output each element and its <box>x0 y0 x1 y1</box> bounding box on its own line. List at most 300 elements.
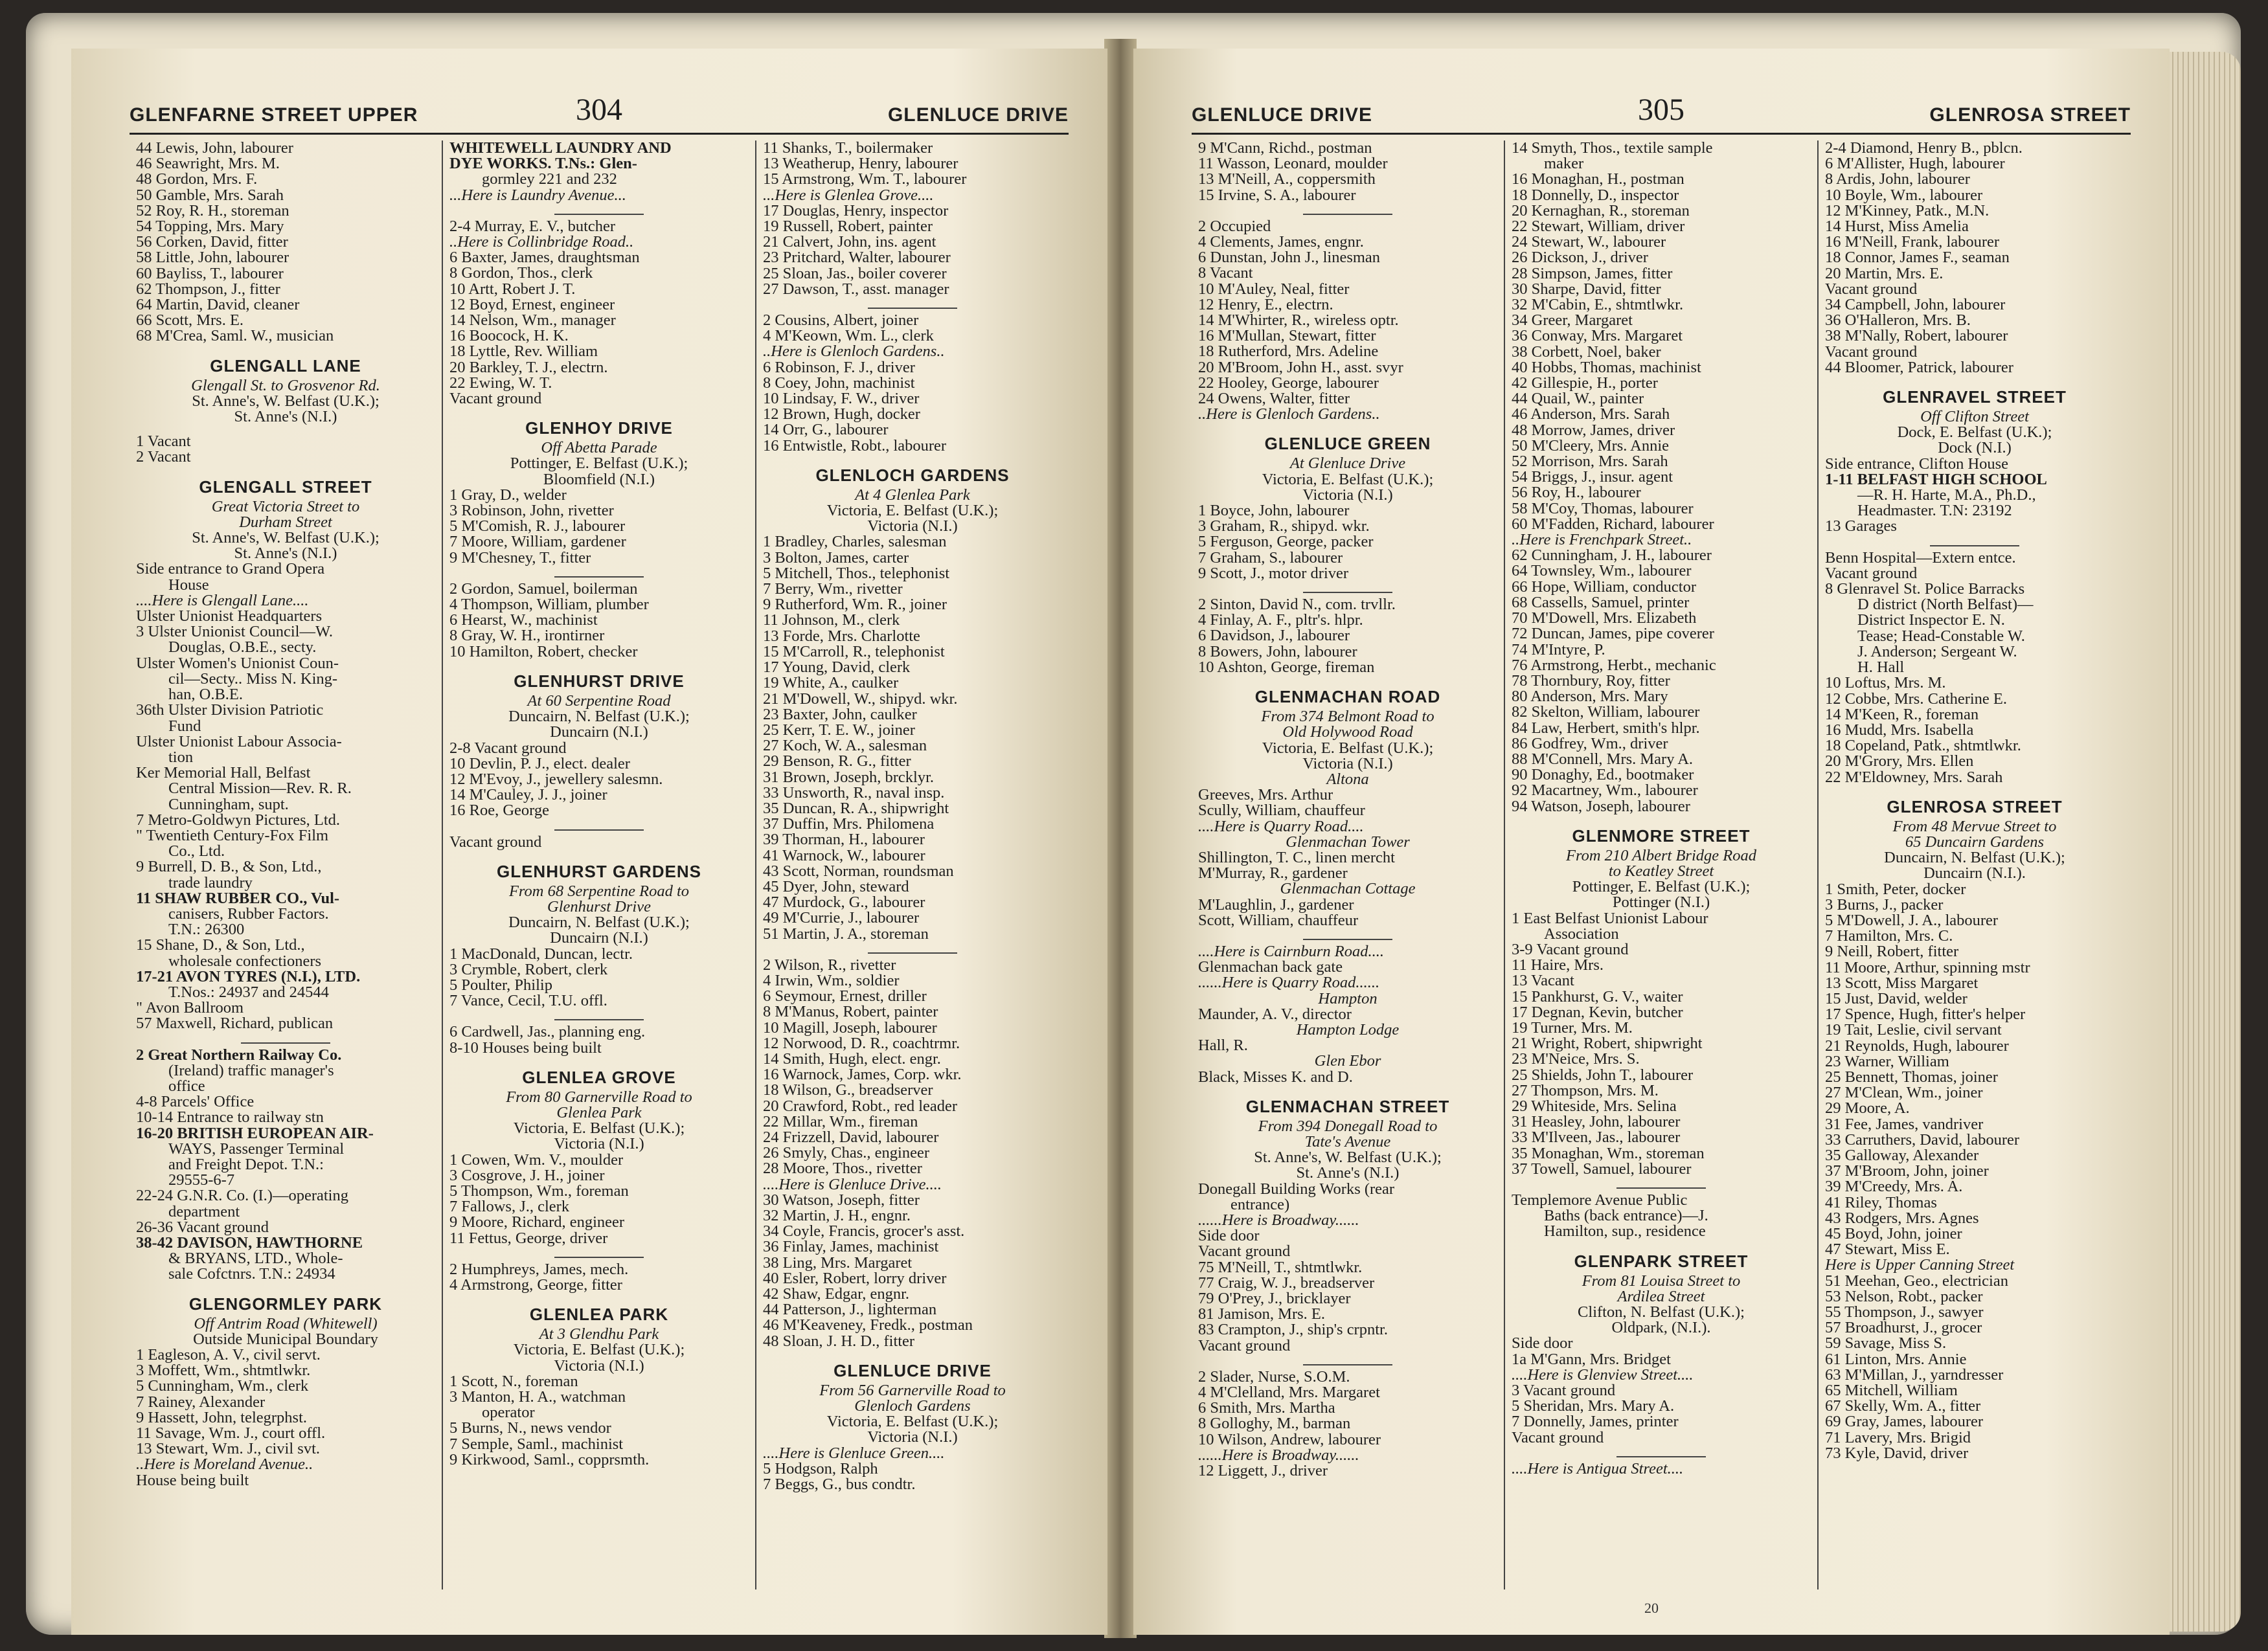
section-divider <box>1303 207 1393 215</box>
directory-entry: Central Mission—Rev. R. R. <box>168 780 352 798</box>
directory-entry: 25 Sloan, Jas., boiler coverer <box>763 264 947 282</box>
directory-entry: 8 Bowers, John, labourer <box>1198 642 1357 660</box>
directory-entry: 6 M'Allister, Hugh, labourer <box>1825 155 2005 173</box>
directory-entry: 2 Cousins, Albert, joiner <box>763 311 919 330</box>
directory-entry: 29555-6-7 <box>168 1171 235 1189</box>
directory-entry: 7 Hamilton, Mrs. C. <box>1825 927 1953 945</box>
directory-entry: 11 Shanks, T., boilermaker <box>763 140 933 157</box>
street-description: Off Antrim Road (Whitewell) <box>194 1314 378 1332</box>
directory-entry: M'Murray, R., gardener <box>1198 864 1348 882</box>
street-description: Glenloch Gardens <box>854 1397 971 1415</box>
directory-entry: 18 Rutherford, Mrs. Adeline <box>1198 343 1379 361</box>
street-description: Pottinger, E. Belfast (U.K.); <box>510 455 688 473</box>
right-page-number: 305 <box>1638 93 1684 127</box>
directory-entry: Scully, William, chauffeur <box>1198 802 1365 820</box>
street-description: Tate's Avenue <box>1304 1132 1391 1151</box>
directory-entry: 39 Thorman, H., labourer <box>763 831 925 849</box>
directory-entry: 3 Burns, J., packer <box>1825 895 1944 914</box>
street-description: From 81 Louisa Street to <box>1582 1272 1741 1290</box>
street-description: Glenmachan Cottage <box>1280 880 1416 898</box>
directory-entry: 73 Kyle, David, driver <box>1825 1444 1969 1462</box>
directory-entry: 34 Campbell, John, labourer <box>1825 296 2006 314</box>
street-description: From 210 Albert Bridge Road <box>1566 846 1756 864</box>
directory-entry: 61 Linton, Mrs. Annie <box>1825 1350 1967 1368</box>
street-description: Old Holywood Road <box>1282 723 1413 741</box>
directory-entry: 23 Pritchard, Walter, labourer <box>763 249 951 267</box>
directory-entry: 1 Eagleson, A. V., civil servt. <box>136 1346 321 1364</box>
street-description: From 80 Garnerville Road to <box>506 1088 692 1106</box>
directory-entry: 6 Smith, Mrs. Martha <box>1198 1399 1335 1417</box>
directory-entry: 3 Moffett, Wm., shtmtlwkr. <box>136 1362 311 1380</box>
cross-street-note: ...Here is Laundry Avenue... <box>449 186 626 204</box>
directory-entry: 30 Sharpe, David, fitter <box>1512 280 1661 298</box>
section-divider <box>1303 1358 1393 1365</box>
directory-entry: 10 M'Auley, Neal, fitter <box>1198 280 1350 298</box>
directory-entry: 60 Bayliss, T., labourer <box>136 264 284 282</box>
directory-entry: 14 Nelson, Wm., manager <box>449 311 616 330</box>
directory-entry: 23 Baxter, John, caulker <box>763 705 917 723</box>
directory-entry: 53 Nelson, Robt., packer <box>1825 1287 1983 1305</box>
right-page-header <box>1192 74 2131 135</box>
directory-entry: 7 Berry, Wm., rivetter <box>763 580 903 598</box>
directory-entry: 1 MacDonald, Duncan, lectr. <box>449 945 633 963</box>
directory-entry: 15 Just, David, welder <box>1825 989 1967 1007</box>
directory-entry: 4 Finlay, A. F., pltr's. hlpr. <box>1198 611 1363 629</box>
directory-entry: Vacant ground <box>449 390 542 408</box>
directory-entry: 1 Bradley, Charles, salesman <box>763 533 947 551</box>
directory-entry: 35 Galloway, Alexander <box>1825 1146 1979 1164</box>
directory-entry: Hall, R. <box>1198 1037 1248 1055</box>
street-description: From 394 Donegall Road to <box>1258 1117 1438 1135</box>
column <box>130 140 442 1589</box>
directory-entry: Douglas, O.B.E., secty. <box>168 638 317 657</box>
cross-street-note: ..Here is Glenloch Gardens.. <box>763 343 945 361</box>
directory-entry: 48 Morrow, James, driver <box>1512 421 1675 439</box>
directory-entry: J. Anderson; Sergeant W. <box>1857 642 2017 660</box>
street-heading: GLENGORMLEY PARK <box>188 1294 383 1314</box>
directory-entry: 33 M'Ilveen, Jas., labourer <box>1512 1129 1681 1147</box>
directory-entry: 1 Vacant <box>136 432 191 451</box>
directory-entry: 34 Greer, Margaret <box>1512 311 1633 330</box>
directory-entry: 1 Smith, Peter, docker <box>1825 880 1966 898</box>
cross-street-note: ...Here is Glenlea Grove.... <box>763 186 934 204</box>
directory-entry: WAYS, Passenger Terminal <box>168 1140 345 1158</box>
directory-entry: 41 Riley, Thomas <box>1825 1193 1937 1211</box>
directory-entry: trade laundry <box>168 873 253 892</box>
street-description: Victoria, E. Belfast (U.K.); <box>513 1119 685 1138</box>
section-divider <box>868 301 958 309</box>
street-description: At Glenluce Drive <box>1289 455 1406 473</box>
section-divider <box>554 570 644 578</box>
directory-entry: 49 M'Currie, J., labourer <box>763 909 920 927</box>
directory-entry: 14 Smyth, Thos., textile sample <box>1512 140 1713 157</box>
directory-entry: 11 Haire, Mrs. <box>1512 956 1604 974</box>
directory-entry: 33 Carruthers, David, labourer <box>1825 1130 2020 1149</box>
column <box>1504 140 1817 1589</box>
directory-entry: 8 Coey, John, machinist <box>763 374 915 392</box>
directory-entry: 9 Scott, J., motor driver <box>1198 564 1349 582</box>
directory-entry: 21 M'Dowell, W., shipyd. wkr. <box>763 690 958 708</box>
street-heading: GLENGALL STREET <box>199 477 372 497</box>
street-description: 65 Duncairn Gardens <box>1905 833 2045 851</box>
directory-entry: 5 Thompson, Wm., foreman <box>449 1182 629 1200</box>
section-divider <box>554 1013 644 1020</box>
column <box>1817 140 2131 1589</box>
street-description: At 60 Serpentine Road <box>527 691 671 710</box>
street-description: Dock (N.I.) <box>1938 439 2012 457</box>
street-description: St. Anne's (N.I.) <box>1296 1164 1400 1182</box>
directory-entry: 22-24 G.N.R. Co. (I.)—operating <box>136 1187 348 1205</box>
directory-entry: 56 Roy, H., labourer <box>1512 484 1641 502</box>
directory-entry: 9 Moore, Richard, engineer <box>449 1213 625 1231</box>
directory-entry: 16 Warnock, James, Corp. wkr. <box>763 1066 962 1084</box>
cross-street-note: ..Here is Moreland Avenue.. <box>136 1455 313 1474</box>
directory-entry: 2 Great Northern Railway Co. <box>136 1046 342 1064</box>
directory-entry: 5 Sheridan, Mrs. Mary A. <box>1512 1397 1675 1415</box>
directory-entry: 11 Fettus, George, driver <box>449 1229 608 1247</box>
directory-entry: 11 Wasson, Leonard, moulder <box>1198 155 1388 173</box>
street-description: Victoria (N.I.) <box>554 1135 644 1153</box>
directory-entry: T.Nos.: 24937 and 24544 <box>168 983 329 1001</box>
street-heading: GLENPARK STREET <box>1574 1251 1749 1271</box>
directory-entry: 1-11 BELFAST HIGH SCHOOL <box>1825 470 2047 488</box>
left-page-header <box>130 74 1069 135</box>
street-description: Hampton <box>1318 989 1378 1007</box>
directory-entry: " Avon Ballroom <box>136 999 244 1017</box>
directory-entry: 94 Watson, Joseph, labourer <box>1512 797 1690 815</box>
column <box>442 140 755 1589</box>
street-description: St. Anne's, W. Belfast (U.K.); <box>192 529 380 547</box>
street-description: Pottinger (N.I.) <box>1612 893 1710 912</box>
cross-street-note: ....Here is Glenluce Green.... <box>763 1444 945 1462</box>
cross-street-note: ....Here is Glenluce Drive.... <box>763 1175 942 1193</box>
directory-entry: 2-8 Vacant ground <box>449 739 567 757</box>
street-description: to Keatley Street <box>1608 862 1714 880</box>
directory-entry: 7 Rainey, Alexander <box>136 1393 266 1411</box>
directory-entry: Association <box>1544 925 1619 943</box>
directory-entry: 22 Ewing, W. T. <box>449 374 552 392</box>
directory-entry: & BRYANS, LTD., Whole- <box>168 1250 343 1268</box>
directory-entry: Tease; Head-Constable W. <box>1857 627 2025 645</box>
directory-entry: 36 O'Halleron, Mrs. B. <box>1825 311 1971 330</box>
directory-entry: 16 M'Mullan, Stewart, fitter <box>1198 327 1376 345</box>
street-description: Glenhurst Drive <box>547 897 651 915</box>
street-heading: GLENGALL LANE <box>210 355 361 376</box>
directory-entry: 9 Hassett, John, telegrphst. <box>136 1408 308 1426</box>
directory-entry: 22 Stewart, William, driver <box>1512 218 1685 236</box>
directory-entry: 2-4 Murray, E. V., butcher <box>449 217 616 235</box>
street-description: From 68 Serpentine Road to <box>508 882 690 900</box>
directory-entry: 81 Jamison, Mrs. E. <box>1198 1305 1325 1323</box>
column <box>755 140 1069 1589</box>
directory-entry: 68 M'Crea, Saml. W., musician <box>136 327 334 345</box>
directory-entry: WHITEWELL LAUNDRY AND <box>449 140 672 157</box>
directory-entry: 8 Glenravel St. Police Barracks <box>1825 580 2025 598</box>
directory-entry: cil—Secty.. Miss N. King- <box>168 669 338 688</box>
left-running-head-start: GLENFARNE STREET UPPER <box>130 104 418 126</box>
directory-entry: 16 M'Neill, Frank, labourer <box>1825 233 2000 251</box>
directory-entry: 3 Robinson, John, rivetter <box>449 502 614 520</box>
directory-entry: 13 M'Neill, A., coppersmith <box>1198 170 1376 188</box>
cross-street-note: Here is Upper Canning Street <box>1825 1256 2015 1274</box>
directory-entry: 76 Armstrong, Herbt., mechanic <box>1512 656 1716 674</box>
directory-entry: 45 Dyer, John, steward <box>763 877 909 895</box>
directory-entry: 21 Reynolds, Hugh, labourer <box>1825 1037 2009 1055</box>
street-heading: GLENMACHAN ROAD <box>1254 687 1441 707</box>
directory-entry: 15 M'Carroll, R., telephonist <box>763 642 945 660</box>
directory-entry: 1a M'Gann, Mrs. Bridget <box>1512 1350 1671 1368</box>
directory-entry: 48 Gordon, Mrs. F. <box>136 170 258 188</box>
directory-entry: 29 Benson, R. G., fitter <box>763 752 911 770</box>
cross-street-note: ..Here is Glenloch Gardens.. <box>1198 405 1380 423</box>
cross-street-note: ......Here is Broadway...... <box>1198 1446 1359 1464</box>
street-description: Outside Municipal Boundary <box>193 1330 378 1348</box>
directory-entry: gormley 221 and 232 <box>482 170 617 188</box>
street-heading: GLENHURST DRIVE <box>514 671 685 691</box>
directory-entry: 3 Cosgrove, J. H., joiner <box>449 1166 605 1184</box>
directory-entry: 8-10 Houses being built <box>449 1039 602 1057</box>
directory-entry: 16 Boocock, H. K. <box>449 327 569 345</box>
directory-entry: 25 Shields, John T., labourer <box>1512 1066 1694 1084</box>
book-gutter <box>1104 39 1137 1638</box>
directory-entry: —R. H. Harte, M.A., Ph.D., <box>1857 486 2036 504</box>
directory-entry: 16 Entwistle, Robt., labourer <box>763 436 947 455</box>
directory-entry: 18 Lyttle, Rev. William <box>449 343 598 361</box>
directory-entry: 2 Wilson, R., rivetter <box>763 956 896 974</box>
directory-entry: 8 Gray, W. H., irontirner <box>449 627 605 645</box>
directory-entry: 8 Gordon, Thos., clerk <box>449 264 593 282</box>
street-description: At 3 Glendhu Park <box>539 1325 659 1343</box>
directory-entry: 27 Koch, W. A., salesman <box>763 737 927 755</box>
directory-book <box>26 13 2241 1635</box>
section-divider <box>1616 1450 1707 1457</box>
directory-entry: 23 Warner, William <box>1825 1052 1949 1070</box>
street-description: Bloomfield (N.I.) <box>543 470 655 488</box>
directory-entry: 3 Graham, R., shipyd. wkr. <box>1198 517 1370 535</box>
street-description: Glengall St. to Grosvenor Rd. <box>191 376 380 394</box>
directory-entry: 65 Mitchell, William <box>1825 1382 1958 1400</box>
directory-entry: 68 Cassells, Samuel, printer <box>1512 593 1690 611</box>
directory-entry: 58 M'Coy, Thomas, labourer <box>1512 499 1694 517</box>
directory-entry: 57 Broadhurst, J., grocer <box>1825 1319 1982 1337</box>
directory-entry: 17 Douglas, Henry, inspector <box>763 201 949 219</box>
directory-entry: 43 Scott, Norman, roundsman <box>763 862 954 880</box>
directory-entry: District Inspector E. N. <box>1857 611 2005 629</box>
street-description: Victoria, E. Belfast (U.K.); <box>826 1413 999 1431</box>
directory-entry: 2-4 Diamond, Henry B., pblcn. <box>1825 140 2023 157</box>
directory-entry: 12 M'Kinney, Patk., M.N. <box>1825 201 1990 219</box>
cross-street-note: ..Here is Frenchpark Street.. <box>1512 531 1692 549</box>
directory-entry: 35 Monaghan, Wm., storeman <box>1512 1144 1705 1162</box>
street-description: Victoria, E. Belfast (U.K.); <box>1262 739 1434 757</box>
directory-entry: 15 Irvine, S. A., labourer <box>1198 186 1356 204</box>
directory-entry: 10 Lindsay, F. W., driver <box>763 390 920 408</box>
street-description: Off Clifton Street <box>1920 408 2029 426</box>
directory-entry: 12 Cobbe, Mrs. Catherine E. <box>1825 690 2008 708</box>
directory-entry: Vacant ground <box>1825 280 1918 298</box>
cross-street-note: ....Here is Cairnburn Road.... <box>1198 942 1384 960</box>
directory-entry: House being built <box>136 1471 249 1489</box>
directory-entry: 10 Magill, Joseph, labourer <box>763 1018 937 1037</box>
street-description: At 4 Glenlea Park <box>855 486 970 504</box>
street-description: Glenlea Park <box>556 1103 642 1121</box>
directory-entry: Shillington, T. C., linen mercht <box>1198 848 1395 866</box>
directory-entry: 34 Coyle, Francis, grocer's asst. <box>763 1222 965 1241</box>
directory-entry: 32 M'Cabin, E., shtmtlwkr. <box>1512 296 1684 314</box>
directory-entry: 78 Thornbury, Roy, fitter <box>1512 671 1670 690</box>
directory-entry: 37 M'Broom, John, joiner <box>1825 1162 1989 1180</box>
section-divider <box>1303 932 1393 940</box>
directory-entry: 7 Metro-Goldwyn Pictures, Ltd. <box>136 811 341 829</box>
directory-entry: Ulster Unionist Headquarters <box>136 607 323 625</box>
directory-entry: 31 Brown, Joseph, brcklyr. <box>763 768 935 786</box>
directory-entry: 22 Millar, Wm., fireman <box>763 1112 918 1130</box>
section-divider <box>1303 585 1393 593</box>
directory-entry: Vacant ground <box>1825 564 1918 582</box>
directory-entry: Templemore Avenue Public <box>1512 1191 1688 1209</box>
directory-entry: 41 Warnock, W., labourer <box>763 846 925 864</box>
directory-entry: 8 Ardis, John, labourer <box>1825 170 1970 188</box>
directory-entry: 18 Wilson, G., breadserver <box>763 1081 933 1099</box>
directory-entry: 42 Gillespie, H., porter <box>1512 374 1658 392</box>
directory-entry: 3 Crymble, Robert, clerk <box>449 960 608 978</box>
directory-entry: 16 Monaghan, H., postman <box>1512 170 1684 188</box>
directory-entry: 16 Mudd, Mrs. Isabella <box>1825 721 1974 739</box>
directory-entry: 12 Brown, Hugh, docker <box>763 405 920 423</box>
directory-entry: 10 Ashton, George, fireman <box>1198 658 1375 676</box>
directory-entry: 5 Ferguson, George, packer <box>1198 533 1374 551</box>
directory-entry: 1 Scott, N., foreman <box>449 1372 578 1390</box>
street-description: Great Victoria Street to <box>211 497 360 515</box>
directory-entry: 55 Thompson, J., sawyer <box>1825 1303 1984 1321</box>
directory-entry: 2 Humphreys, James, mech. <box>449 1260 629 1278</box>
street-description: Duncairn (N.I.) <box>550 723 648 741</box>
directory-entry: 50 M'Cleery, Mrs. Annie <box>1512 436 1670 455</box>
directory-entry: 5 M'Comish, R. J., labourer <box>449 517 626 535</box>
directory-entry: 16 Roe, George <box>449 802 549 820</box>
cross-street-note: ....Here is Glenview Street.... <box>1512 1365 1694 1384</box>
cross-street-note: ....Here is Quarry Road.... <box>1198 817 1364 835</box>
directory-entry: 12 M'Evoy, J., jewellery salesmn. <box>449 770 663 788</box>
directory-entry: 25 Bennett, Thomas, joiner <box>1825 1068 1998 1086</box>
directory-entry: 3 Bolton, James, carter <box>763 548 909 567</box>
directory-entry: 88 M'Connell, Mrs. Mary A. <box>1512 750 1694 768</box>
street-description: Oldpark, (N.I.). <box>1611 1319 1711 1337</box>
directory-entry: 7 Moore, William, gardener <box>449 533 626 551</box>
directory-entry: 51 Martin, J. A., storeman <box>763 925 929 943</box>
directory-entry: 9 Kirkwood, Saml., copprsmth. <box>449 1450 650 1468</box>
street-heading: GLENHOY DRIVE <box>525 418 673 438</box>
directory-entry: Side entrance to Grand Opera <box>136 560 325 578</box>
directory-entry: 29 Moore, A. <box>1825 1099 1910 1118</box>
street-description: Duncairn, N. Belfast (U.K.); <box>508 914 690 932</box>
street-description: Pottinger, E. Belfast (U.K.); <box>1572 878 1751 896</box>
left-page <box>71 49 1107 1635</box>
directory-entry: 22 M'Eldowney, Mrs. Sarah <box>1825 768 2003 786</box>
directory-entry: canisers, Rubber Factors. <box>168 904 329 923</box>
directory-entry: 86 Godfrey, Wm., driver <box>1512 734 1668 752</box>
directory-entry: 29 Whiteside, Mrs. Selina <box>1512 1097 1677 1115</box>
directory-entry: 7 Graham, S., labourer <box>1198 548 1343 567</box>
directory-entry: 62 Cunningham, J. H., labourer <box>1512 546 1712 565</box>
directory-entry: 11 SHAW RUBBER CO., Vul- <box>136 889 340 907</box>
street-heading: GLENLEA GROVE <box>522 1067 676 1087</box>
directory-entry: 28 Moore, Thos., rivetter <box>763 1160 922 1178</box>
directory-entry: 20 Kernaghan, R., storeman <box>1512 201 1690 219</box>
directory-entry: 4 Clements, James, engnr. <box>1198 233 1364 251</box>
directory-entry: 38 M'Nally, Robert, labourer <box>1825 327 2008 345</box>
section-divider <box>554 1250 644 1258</box>
directory-entry: 70 M'Dowell, Mrs. Elizabeth <box>1512 609 1697 627</box>
directory-entry: 9 Rutherford, Wm. R., joiner <box>763 596 947 614</box>
directory-entry: 71 Lavery, Mrs. Brigid <box>1825 1428 1971 1446</box>
street-description: Victoria (N.I.) <box>1302 486 1393 504</box>
directory-entry: 44 Lewis, John, labourer <box>136 140 293 157</box>
directory-entry: 12 Henry, E., electrn. <box>1198 295 1333 313</box>
directory-entry: sale Cofctnrs. T.N.: 24934 <box>168 1265 335 1283</box>
street-heading: GLENMORE STREET <box>1572 826 1751 846</box>
directory-entry: 47 Stewart, Miss E. <box>1825 1241 1950 1259</box>
directory-entry: 46 Seawright, Mrs. M. <box>136 155 280 173</box>
directory-entry: operator <box>482 1404 535 1422</box>
directory-entry: Benn Hospital—Extern entce. <box>1825 548 2016 567</box>
directory-entry: 17 Spence, Hugh, fitter's helper <box>1825 1005 2026 1024</box>
directory-entry: 50 Gamble, Mrs. Sarah <box>136 186 284 204</box>
directory-entry: 13 Stewart, Wm. J., civil svt. <box>136 1440 320 1458</box>
directory-entry: 52 Morrison, Mrs. Sarah <box>1512 453 1668 471</box>
cross-street-note: ....Here is Glengall Lane.... <box>136 591 309 609</box>
directory-entry: Greeves, Mrs. Arthur <box>1198 786 1333 804</box>
directory-entry: 25 Kerr, T. E. W., joiner <box>763 721 915 739</box>
directory-entry: 4 Thompson, William, plumber <box>449 596 649 614</box>
directory-entry: Fund <box>168 717 201 735</box>
directory-entry: 24 Frizzell, David, labourer <box>763 1128 939 1146</box>
street-description: St. Anne's, W. Belfast (U.K.); <box>1254 1149 1442 1167</box>
street-description: Glenmachan Tower <box>1286 833 1410 851</box>
directory-entry: 4 Armstrong, George, fitter <box>449 1275 622 1294</box>
street-description: Dock, E. Belfast (U.K.); <box>1897 423 2052 442</box>
directory-entry: 14 Smith, Hugh, elect. engr. <box>763 1050 941 1068</box>
directory-entry: 28 Simpson, James, fitter <box>1512 264 1673 282</box>
street-description: Victoria (N.I.) <box>867 517 958 535</box>
directory-entry: Donegall Building Works (rear <box>1198 1180 1395 1198</box>
directory-entry: 2 Vacant <box>136 448 191 466</box>
directory-entry: 17 Degnan, Kevin, butcher <box>1512 1003 1683 1021</box>
directory-entry: 1 East Belfast Unionist Labour <box>1512 909 1708 927</box>
street-heading: GLENROSA STREET <box>1887 796 2063 816</box>
directory-entry: 40 Hobbs, Thomas, machinist <box>1512 358 1701 376</box>
directory-entry: 82 Skelton, William, labourer <box>1512 703 1700 721</box>
directory-entry: 63 M'Millan, J., yarndresser <box>1825 1365 2004 1384</box>
directory-entry: 10 Hamilton, Robert, checker <box>449 642 638 660</box>
directory-entry: 5 Poulter, Philip <box>449 976 552 994</box>
directory-entry: 44 Patterson, J., lighterman <box>763 1301 937 1319</box>
directory-entry: T.N.: 26300 <box>168 921 245 939</box>
directory-entry: 21 Calvert, John, ins. agent <box>763 233 936 251</box>
directory-entry: 20 M'Broom, John H., asst. svyr <box>1198 358 1403 376</box>
directory-entry: 38 Corbett, Noel, baker <box>1512 343 1661 361</box>
directory-entry: 90 Donaghy, Ed., bootmaker <box>1512 766 1694 784</box>
directory-entry: 6 Robinson, F. J., driver <box>763 358 915 376</box>
directory-entry: Glenmachan back gate <box>1198 958 1343 976</box>
directory-entry: Vacant ground <box>1825 343 1918 361</box>
directory-entry: 66 Scott, Mrs. E. <box>136 311 244 330</box>
directory-entry: 19 Russell, Robert, painter <box>763 218 933 236</box>
directory-entry: 19 White, A., caulker <box>763 674 899 692</box>
directory-entry: 9 M'Chesney, T., fitter <box>449 548 591 567</box>
directory-entry: 84 Law, Herbert, smith's hlpr. <box>1512 719 1700 737</box>
section-divider <box>241 1036 331 1044</box>
